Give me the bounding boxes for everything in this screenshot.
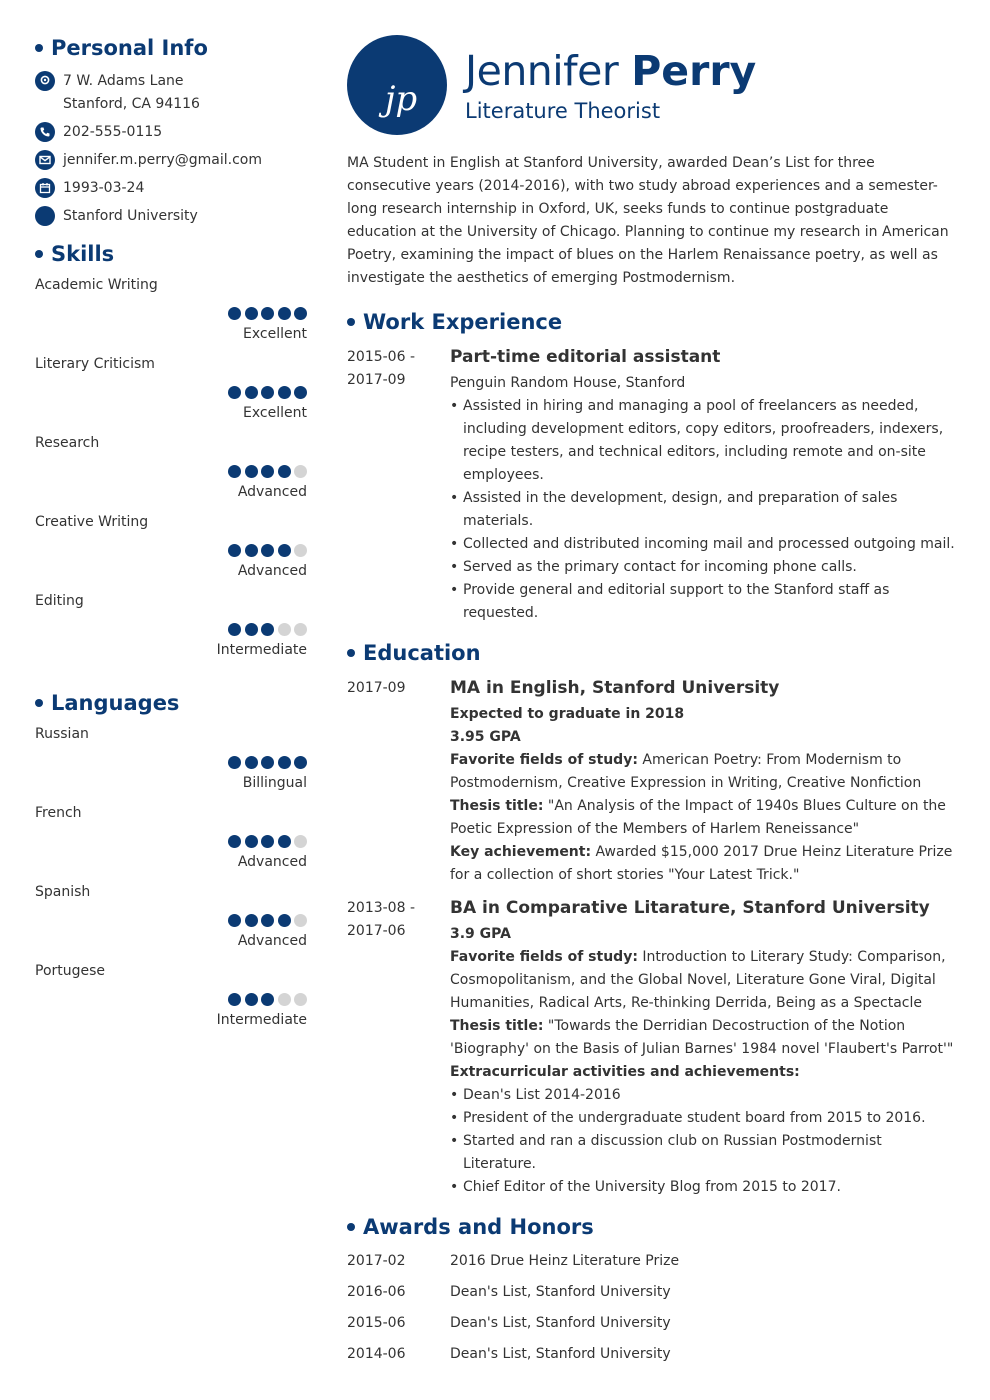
university-name: Stanford University bbox=[63, 208, 198, 224]
rating-name: Spanish bbox=[35, 884, 91, 900]
award-title: Dean's List, Stanford University bbox=[450, 1315, 671, 1331]
personal-info bbox=[35, 70, 307, 228]
entry-body bbox=[450, 346, 959, 625]
rating-row bbox=[35, 428, 307, 507]
thesis-title: Thesis title: "Towards the Derridian Decostruction of the Notion 'Biography' on the Basis of Julian Barnes' 1984 novel 'Flaubert's Parrot'" bbox=[450, 1018, 954, 1057]
bullet-dot bbox=[35, 250, 43, 258]
rating-dot-filled bbox=[294, 756, 307, 769]
education-heading: Education bbox=[347, 641, 959, 665]
rating-level: Advanced bbox=[237, 854, 307, 870]
extracurricular-label: Extracurricular activities and achievements: bbox=[450, 1064, 800, 1080]
rating-dot-filled bbox=[261, 623, 274, 636]
fields-of-study: Favorite fields of study: Introduction to Literary Study: Comparison, Cosmopolitanism, and the Global Novel, Literature Gone Viral, Digital Humanities, Radical Arts, Re-thinking Derrida, Being as a Spectacle bbox=[450, 949, 946, 1011]
rating-dot-filled bbox=[228, 386, 241, 399]
rating-dot-filled bbox=[261, 307, 274, 320]
main-content bbox=[347, 34, 959, 1377]
skills-list bbox=[35, 270, 307, 665]
rating-dot-filled bbox=[245, 756, 258, 769]
rating-row bbox=[35, 956, 307, 1035]
bullet-dot bbox=[347, 1223, 355, 1231]
rating-dot-filled bbox=[228, 914, 241, 927]
list-item: • Served as the primary contact for incoming phone calls. bbox=[450, 556, 959, 579]
address-line1: 7 W. Adams Lane bbox=[63, 73, 184, 89]
university-icon bbox=[35, 206, 55, 226]
address-line2: Stanford, CA 94116 bbox=[63, 96, 200, 112]
gpa: 3.95 GPA bbox=[450, 729, 521, 745]
university-row bbox=[35, 205, 307, 228]
rating-dot-filled bbox=[294, 307, 307, 320]
fields-of-study: Favorite fields of study: American Poetry: From Modernism to Postmodernism, Creative Expression in Writing, Creative Nonfiction bbox=[450, 752, 922, 791]
key-achievement: Key achievement: Awarded $15,000 2017 Drue Heinz Literature Prize for a collection of short stories "Your Latest Trick." bbox=[450, 844, 953, 883]
rating-dots bbox=[225, 914, 308, 927]
entry-date: 2015-06 - 2017-09 bbox=[347, 349, 415, 388]
phone-icon bbox=[35, 122, 55, 142]
entry-title: MA in English, Stanford University bbox=[450, 678, 780, 698]
rating-row bbox=[35, 719, 307, 798]
award-date: 2016-06 bbox=[347, 1284, 406, 1300]
rating-name: French bbox=[35, 805, 82, 821]
rating-dot-filled bbox=[278, 914, 291, 927]
birthdate: 1993-03-24 bbox=[63, 180, 145, 196]
list-item: • Assisted in the development, design, and preparation of sales materials. bbox=[450, 487, 959, 533]
award-row bbox=[347, 1346, 959, 1377]
education-entry bbox=[347, 677, 959, 887]
rating-dot-empty bbox=[294, 544, 307, 557]
languages-list bbox=[35, 719, 307, 1035]
list-item: • Dean's List 2014-2016 bbox=[450, 1084, 959, 1107]
list-item: • President of the undergraduate student board from 2015 to 2016. bbox=[450, 1107, 959, 1130]
job-title: Literature Theorist bbox=[465, 99, 661, 123]
entry-title: BA in Comparative Litarature, Stanford University bbox=[450, 898, 930, 918]
rating-row bbox=[35, 349, 307, 428]
rating-dot-filled bbox=[278, 465, 291, 478]
rating-dots bbox=[225, 544, 308, 557]
list-item: • Chief Editor of the University Blog from 2015 to 2017. bbox=[450, 1176, 959, 1199]
first-name: Jennifer bbox=[465, 47, 619, 95]
rating-dots bbox=[225, 756, 308, 769]
rating-name: Creative Writing bbox=[35, 514, 149, 530]
rating-dot-filled bbox=[245, 307, 258, 320]
award-row bbox=[347, 1284, 959, 1315]
rating-dot-empty bbox=[278, 993, 291, 1006]
entry-company: Penguin Random House, Stanford bbox=[450, 375, 686, 391]
award-row bbox=[347, 1315, 959, 1346]
rating-name: Russian bbox=[35, 726, 89, 742]
rating-dot-filled bbox=[278, 835, 291, 848]
last-name: Perry bbox=[631, 47, 757, 95]
rating-row bbox=[35, 507, 307, 586]
rating-row bbox=[35, 798, 307, 877]
work-heading: Work Experience bbox=[347, 310, 959, 334]
avatar bbox=[347, 35, 447, 135]
rating-dot-filled bbox=[228, 623, 241, 636]
bullet-dot bbox=[35, 44, 43, 52]
award-row bbox=[347, 1253, 959, 1284]
rating-name: Research bbox=[35, 435, 100, 451]
name-block bbox=[465, 47, 756, 123]
phone-row bbox=[35, 121, 307, 144]
rating-dots bbox=[225, 307, 308, 320]
bullet-dot bbox=[347, 318, 355, 326]
list-item: • Started and ran a discussion club on Russian Postmodernist Literature. bbox=[450, 1130, 959, 1176]
bullet-dot bbox=[347, 649, 355, 657]
rating-dot-filled bbox=[278, 756, 291, 769]
entry-body bbox=[450, 897, 959, 1199]
rating-dot-empty bbox=[294, 914, 307, 927]
award-title: Dean's List, Stanford University bbox=[450, 1346, 671, 1362]
work-entry bbox=[347, 346, 959, 625]
rating-dot-filled bbox=[228, 307, 241, 320]
email-icon bbox=[35, 150, 55, 170]
rating-level: Advanced bbox=[237, 484, 307, 500]
rating-dot-filled bbox=[228, 835, 241, 848]
rating-dot-filled bbox=[245, 914, 258, 927]
entry-date: 2017-09 bbox=[347, 680, 406, 696]
bullet-list bbox=[450, 1084, 959, 1199]
rating-dots bbox=[225, 386, 308, 399]
rating-name: Editing bbox=[35, 593, 84, 609]
list-item: • Collected and distributed incoming mail and processed outgoing mail. bbox=[450, 533, 959, 556]
rating-dot-filled bbox=[261, 914, 274, 927]
award-date: 2014-06 bbox=[347, 1346, 406, 1362]
gpa: 3.9 GPA bbox=[450, 926, 511, 942]
rating-dot-empty bbox=[294, 993, 307, 1006]
thesis-title: Thesis title: "An Analysis of the Impact of 1940s Blues Culture on the Poetic Expression of the Members of Harlem Reneissance" bbox=[450, 798, 946, 837]
entry-body bbox=[450, 677, 959, 887]
rating-level: Intermediate bbox=[216, 1012, 307, 1028]
education-entry bbox=[347, 897, 959, 1199]
rating-row bbox=[35, 586, 307, 665]
rating-dot-empty bbox=[278, 623, 291, 636]
rating-level: Advanced bbox=[237, 933, 307, 949]
rating-dot-filled bbox=[245, 623, 258, 636]
rating-name: Literary Criticism bbox=[35, 356, 155, 372]
skills-heading: Skills bbox=[35, 242, 307, 266]
rating-dot-filled bbox=[261, 465, 274, 478]
resume-header bbox=[347, 34, 959, 136]
bullet-list bbox=[450, 395, 959, 625]
rating-dot-filled bbox=[228, 544, 241, 557]
summary: MA Student in English at Stanford University, awarded Dean’s List for three consecutive years (2014-2016), with two study abroad experiences and a semester-long research internship in Oxford, UK, seeks funds to continue postgraduate education at the University of Chicago. Planning to continue my research in American Poetry, examining the impact of blues on the Harlem Renaissance poetry, as well as investigate the aesthetics of emerging Postmodernism. bbox=[347, 155, 949, 286]
award-date: 2017-02 bbox=[347, 1253, 406, 1269]
full-name bbox=[465, 47, 756, 95]
calendar-icon bbox=[35, 178, 55, 198]
rating-row bbox=[35, 270, 307, 349]
rating-dot-filled bbox=[278, 544, 291, 557]
award-title: Dean's List, Stanford University bbox=[450, 1284, 671, 1300]
rating-dot-filled bbox=[278, 307, 291, 320]
email-row bbox=[35, 149, 307, 172]
awards-heading: Awards and Honors bbox=[347, 1215, 959, 1239]
rating-dot-filled bbox=[228, 993, 241, 1006]
sidebar bbox=[35, 36, 307, 1035]
award-title: 2016 Drue Heinz Literature Prize bbox=[450, 1253, 680, 1269]
rating-level: Excellent bbox=[243, 326, 307, 342]
rating-dot-filled bbox=[294, 386, 307, 399]
award-date: 2015-06 bbox=[347, 1315, 406, 1331]
rating-dot-filled bbox=[245, 993, 258, 1006]
rating-dot-filled bbox=[245, 835, 258, 848]
location-icon bbox=[35, 71, 55, 91]
rating-dot-empty bbox=[294, 623, 307, 636]
rating-dot-filled bbox=[245, 544, 258, 557]
rating-dot-filled bbox=[245, 386, 258, 399]
rating-dot-filled bbox=[261, 993, 274, 1006]
list-item: • Assisted in hiring and managing a pool of freelancers as needed, including development editors, copy editors, proofreaders, indexers, recipe testers, and technical editors, including remote and on-site employees. bbox=[450, 395, 959, 487]
languages-heading: Languages bbox=[35, 691, 307, 715]
rating-dot-filled bbox=[228, 756, 241, 769]
rating-dots bbox=[225, 993, 308, 1006]
birthdate-row bbox=[35, 177, 307, 200]
rating-dot-filled bbox=[261, 544, 274, 557]
rating-dot-filled bbox=[261, 386, 274, 399]
rating-dot-filled bbox=[261, 756, 274, 769]
graduation-note: Expected to graduate in 2018 bbox=[450, 706, 685, 722]
rating-row bbox=[35, 877, 307, 956]
personal-info-heading: Personal Info bbox=[35, 36, 307, 60]
rating-dot-filled bbox=[245, 465, 258, 478]
rating-dots bbox=[225, 623, 308, 636]
list-item: • Provide general and editorial support to the Stanford staff as requested. bbox=[450, 579, 959, 625]
rating-name: Portugese bbox=[35, 963, 106, 979]
rating-level: Intermediate bbox=[216, 642, 307, 658]
rating-dot-filled bbox=[228, 465, 241, 478]
entry-title: Part-time editorial assistant bbox=[450, 347, 721, 367]
address-row bbox=[35, 70, 307, 116]
rating-dot-empty bbox=[294, 835, 307, 848]
rating-name: Academic Writing bbox=[35, 277, 158, 293]
phone-number: 202-555-0115 bbox=[63, 124, 163, 140]
rating-level: Advanced bbox=[237, 563, 307, 579]
rating-dot-empty bbox=[294, 465, 307, 478]
bullet-dot bbox=[35, 699, 43, 707]
rating-dot-filled bbox=[261, 835, 274, 848]
entry-date: 2013-08 - 2017-06 bbox=[347, 900, 415, 939]
rating-dots bbox=[225, 465, 308, 478]
awards-list bbox=[347, 1253, 959, 1377]
avatar-initials: jp bbox=[384, 79, 418, 119]
rating-dots bbox=[225, 835, 308, 848]
rating-dot-filled bbox=[278, 386, 291, 399]
rating-level: Billingual bbox=[242, 775, 307, 791]
rating-level: Excellent bbox=[243, 405, 307, 421]
email-address: jennifer.m.perry@gmail.com bbox=[63, 152, 262, 168]
